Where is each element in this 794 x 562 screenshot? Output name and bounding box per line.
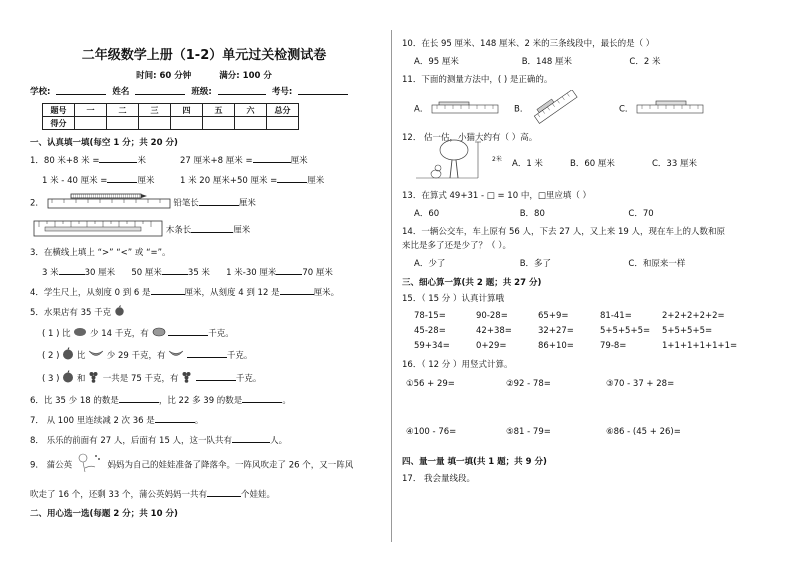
question-14-options (402, 258, 772, 270)
q1c-text: 1 米 - 40 厘米 = (42, 176, 108, 186)
q6-text-c: 。 (282, 395, 291, 406)
option-b-label: B． (514, 104, 529, 115)
apple-icon (62, 347, 74, 364)
vertical-calc-item[interactable]: ⑤81 - 79= (506, 427, 551, 437)
oral-calc-grid (414, 311, 772, 351)
right-column (402, 38, 772, 491)
q7-end: 。 (194, 415, 204, 426)
height-mark-label: 2米 (492, 156, 502, 163)
question-13: 13．在算式 49+31 - □ = 10 中，□里应填（ ） (402, 191, 592, 201)
answer-blank[interactable] (162, 265, 188, 275)
unit: 米 (137, 156, 146, 166)
q9-text-b: 妈妈为自己的娃娃准备了降落伞。一阵风吹走了 26 个，又一阵风 (107, 460, 354, 470)
unit: 千克。 (235, 373, 262, 384)
score-input-cell[interactable] (235, 117, 267, 130)
question-10: 10．在长 95 厘米、148 厘米、2 米的三条线段中，最长的是（ ） (402, 39, 655, 49)
section-3-heading: 三、细心算一算(共 2 题；共 27 分) (402, 278, 542, 288)
q3a-right: 30 厘米 (84, 268, 116, 278)
option-c-label: C． (619, 104, 634, 115)
score-input-cell[interactable] (267, 117, 299, 130)
answer-blank[interactable] (277, 173, 307, 183)
question-2-row-b (30, 219, 378, 241)
section-1-heading: 一、认真填一填(每空 1 分；共 20 分) (30, 138, 178, 148)
q5-3-text: 一共是 75 千克，有 (102, 373, 179, 384)
q7-text: 7． 从 100 里连续减 2 次 36 是 (30, 415, 155, 426)
vertical-calc-grid (406, 379, 772, 437)
q4-text-b: 厘米，从刻度 4 到 12 是 (184, 288, 280, 298)
school-blank[interactable] (56, 85, 106, 95)
question-11-options (402, 92, 772, 126)
score-input-cell[interactable] (107, 117, 139, 130)
banana-icon (168, 348, 184, 362)
question-9-line-2 (30, 487, 378, 501)
score-input-cell[interactable] (75, 117, 107, 130)
student-info (30, 85, 378, 97)
score-cell: 题号 (43, 104, 75, 117)
vertical-calc-item[interactable]: ①56 + 29= (406, 379, 455, 389)
score-total-label: 满分: 100 分 (219, 71, 272, 81)
vertical-calc-item[interactable]: ②92 - 78= (506, 379, 551, 389)
left-column (30, 38, 378, 524)
wood-length-label: 木条长 (165, 225, 192, 236)
answer-blank[interactable] (187, 348, 227, 358)
q1c (42, 173, 180, 187)
calc-item[interactable]: 79-8= (600, 341, 627, 351)
question-9-line-1 (30, 453, 378, 477)
answer-blank[interactable] (155, 413, 195, 423)
question-14-line-1: 14．一辆公交车，车上原有 56 人，下去 27 人，又上来 19 人，现在车上的人数和原 (402, 227, 725, 237)
q4-text-c: 厘米。 (313, 288, 340, 298)
q3c-right: 70 厘米 (302, 268, 333, 278)
question-14-line-2: 来比是多了还是少了？（ ）。 (402, 241, 511, 251)
q5-text: 5．水果店有 35 千克 (30, 308, 112, 318)
question-6 (30, 393, 378, 407)
apple-icon (62, 370, 74, 387)
answer-blank[interactable] (280, 285, 314, 295)
option-a-label: A． (414, 104, 429, 115)
q6-text-a: 6．比 35 少 18 的数是 (30, 395, 119, 406)
q5-1-text: 少 14 千克，有 (90, 329, 149, 339)
q9-text-c: 吹走了 16 个，还剩 33 个，蒲公英妈妈一共有 (30, 489, 207, 500)
class-label: 班级: (191, 87, 212, 97)
q1d-text: 1 米 20 厘米+50 厘米 = (180, 176, 278, 186)
calc-item[interactable]: 81-41= (600, 311, 632, 321)
class-blank[interactable] (218, 85, 266, 95)
school-label: 学校: (30, 87, 51, 97)
q6-text-b: ，比 22 多 39 的数是 (158, 395, 243, 406)
question-4 (30, 285, 378, 299)
option-a[interactable]: A．60 (414, 209, 440, 219)
ruler-measure-a-icon (431, 99, 499, 119)
calc-item[interactable]: 78-15= (414, 311, 446, 321)
score-cell: 二 (107, 104, 139, 117)
question-5-2 (30, 347, 378, 364)
score-input-cell[interactable] (203, 117, 235, 130)
question-15: 15．（ 15 分 ）认真计算哦 (402, 294, 504, 304)
calc-item[interactable]: 32+27= (538, 326, 574, 336)
question-16: 16．（ 12 分 ）用竖式计算。 (402, 360, 513, 370)
exam-no-label: 考号: (271, 87, 293, 97)
name-blank[interactable] (135, 85, 185, 95)
calc-item[interactable]: 59+34= (414, 341, 450, 351)
option-c[interactable]: C．和原来一样 (628, 259, 686, 269)
answer-blank[interactable] (253, 153, 291, 163)
score-cell: 五 (203, 104, 235, 117)
answer-blank[interactable] (199, 196, 239, 206)
name-label: 姓名 (112, 87, 130, 97)
exam-meta (30, 69, 378, 81)
q3a-left: 3 米 (42, 268, 59, 278)
question-5-3 (30, 370, 378, 387)
option-a[interactable]: A．1 米 (512, 159, 543, 169)
calc-item[interactable]: 65+9= (538, 311, 569, 321)
option-c[interactable] (619, 99, 704, 119)
question-1-row-b (30, 173, 378, 187)
score-table-score-row (43, 117, 299, 130)
q1b (180, 153, 308, 167)
score-cell: 四 (171, 104, 203, 117)
question-5 (30, 305, 378, 320)
unit: 厘米 (307, 176, 325, 186)
unit: 厘米 (290, 156, 308, 166)
unit: 厘米 (233, 225, 251, 236)
pencil-length-label: 铅笔长 (173, 198, 199, 209)
section-2-heading: 二、用心选一选(每题 2 分；共 10 分) (30, 508, 178, 519)
column-divider (391, 30, 392, 542)
q5-1-label: ( 1 ) 比 (42, 329, 71, 339)
option-a[interactable] (414, 99, 514, 119)
answer-blank[interactable] (59, 265, 85, 275)
question-12-options (402, 144, 772, 184)
q9-text-d: 个娃娃。 (240, 489, 275, 500)
answer-blank[interactable] (107, 173, 137, 183)
answer-blank[interactable] (242, 393, 282, 403)
question-17: 17． 我会量线段。 (402, 474, 476, 484)
q5-3-label: ( 3 ) (42, 373, 60, 384)
calc-item[interactable]: 86+10= (538, 341, 574, 351)
q3b-right: 35 米 (187, 268, 210, 278)
q8-text: 8． 乐乐的前面有 27 人，后面有 15 人，这一队共有 (30, 435, 233, 446)
answer-blank[interactable] (99, 153, 137, 163)
calc-item[interactable]: 5+5+5+5= (662, 326, 713, 336)
unit: 厘米 (137, 176, 155, 186)
unit: 千克。 (226, 350, 253, 361)
q9-text-a: 9． 蒲公英 (30, 460, 73, 470)
ruler-measure-b-icon (531, 90, 581, 128)
score-cell: 三 (139, 104, 171, 117)
option-c[interactable]: C．70 (628, 209, 654, 219)
mango-icon (73, 327, 87, 341)
ruler-measure-c-icon (636, 99, 704, 119)
banana-icon (88, 348, 104, 362)
q3c-left: 1 米-30 厘米 (226, 268, 277, 278)
score-cell: 得分 (43, 117, 75, 130)
calc-item[interactable]: 5+5+5+5= (600, 326, 651, 336)
score-input-cell[interactable] (139, 117, 171, 130)
vertical-calc-item[interactable]: ④100 - 76= (406, 427, 457, 437)
question-13-options (402, 208, 772, 220)
q1a (30, 153, 180, 167)
mango-icon (152, 327, 166, 341)
calc-item[interactable]: 1+1+1+1+1+1= (662, 341, 738, 351)
pencil-ruler-icon (47, 193, 171, 213)
question-1-row-a (30, 153, 378, 167)
option-b[interactable]: B．多了 (519, 259, 552, 269)
q3b-left: 50 厘米 (131, 268, 162, 278)
grape-icon (181, 370, 193, 387)
question-3-items (30, 265, 378, 279)
q1a-text: 1．80 米+8 米 = (30, 156, 100, 166)
option-b[interactable]: B．80 (519, 209, 545, 219)
option-c[interactable]: C．33 厘米 (652, 159, 697, 169)
q8-end: 人。 (270, 435, 288, 446)
calc-item[interactable]: 45-28= (414, 326, 446, 336)
option-b[interactable]: B．148 厘米 (521, 57, 572, 67)
q4-text-a: 4．学生尺上，从刻度 0 到 6 是 (30, 288, 151, 298)
question-11: 11．下面的测量方法中，( ) 是正确的。 (402, 75, 553, 85)
answer-blank[interactable] (207, 487, 241, 497)
vertical-calc-item[interactable]: ③70 - 37 + 28= (606, 379, 675, 389)
score-table (42, 103, 299, 130)
calc-item[interactable]: 2+2+2+2+2= (662, 311, 725, 321)
question-8 (30, 433, 378, 447)
score-input-cell[interactable] (171, 117, 203, 130)
q1b-text: 27 厘米+8 厘米 = (180, 156, 253, 166)
question-7 (30, 413, 378, 427)
answer-blank[interactable] (191, 223, 233, 233)
q5-2-text: 少 29 千克，有 (106, 350, 166, 361)
time-label: 时间: 60 分钟 (136, 71, 192, 81)
cat-tree-picture (402, 138, 506, 184)
exam-no-blank[interactable] (298, 85, 348, 95)
section-4-heading: 四、量一量 填一填(共 1 题；共 9 分) (402, 457, 547, 467)
unit: 千克。 (208, 329, 234, 339)
vertical-calc-item[interactable]: ⑥86 - (45 + 26)= (606, 427, 681, 437)
wood-ruler-icon (33, 219, 163, 241)
q2-number: 2． (30, 198, 44, 209)
option-a[interactable]: A．95 厘米 (414, 57, 459, 67)
option-b[interactable] (514, 90, 619, 128)
q5-2-label: ( 2 ) (42, 350, 60, 361)
calc-item[interactable]: 42+38= (476, 326, 512, 336)
calc-item[interactable]: 90-28= (476, 311, 508, 321)
answer-blank[interactable] (151, 285, 185, 295)
option-a[interactable]: A．少了 (414, 259, 446, 269)
answer-blank[interactable] (276, 265, 302, 275)
option-c[interactable]: C．2 米 (629, 57, 661, 67)
score-cell: 总分 (267, 104, 299, 117)
question-10-options (402, 56, 772, 68)
dandelion-icon (75, 453, 105, 477)
exam-title: 二年级数学上册（1-2）单元过关检测试卷 (81, 48, 327, 63)
question-2-row-a (30, 193, 378, 213)
question-12: 12． 估一估，小猫大约有（ ）高。 (402, 133, 538, 143)
score-cell: 一 (75, 104, 107, 117)
question-5-1 (30, 326, 378, 341)
score-table-header-row (43, 104, 299, 117)
answer-blank[interactable] (168, 326, 208, 336)
option-b[interactable]: B．60 厘米 (570, 159, 615, 169)
apple-icon (114, 305, 125, 320)
q5-2-than: 比 (76, 350, 86, 361)
q5-3-and: 和 (76, 373, 86, 384)
answer-blank[interactable] (119, 393, 159, 403)
answer-blank[interactable] (196, 371, 236, 381)
unit: 厘米 (238, 198, 256, 209)
q1d (180, 173, 324, 187)
answer-blank[interactable] (232, 433, 270, 443)
calc-item[interactable]: 0+29= (476, 341, 507, 351)
score-cell: 六 (235, 104, 267, 117)
grape-icon (88, 370, 100, 387)
question-3: 3．在横线上填上 “>” “<” 或 “=”。 (30, 248, 171, 258)
